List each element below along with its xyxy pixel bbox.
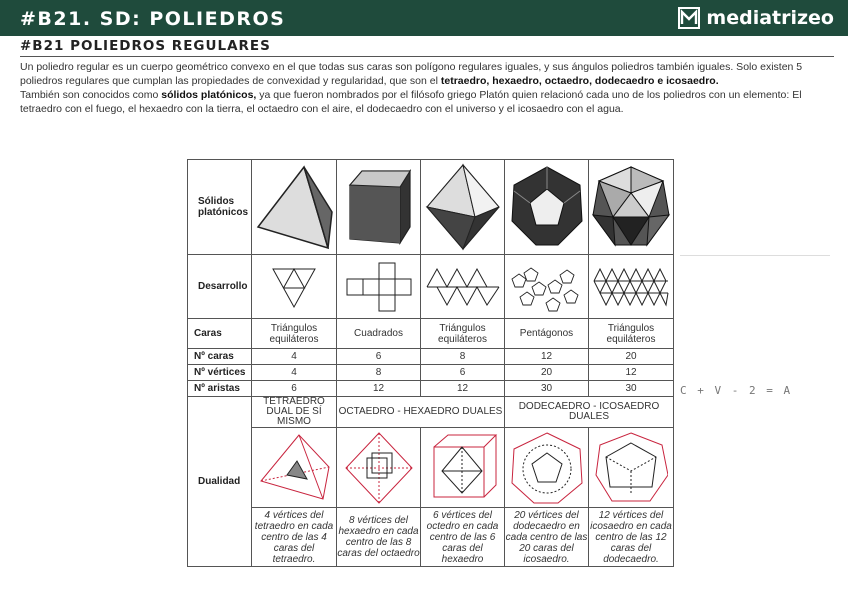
intro-p2-text-c: ya que fueron nombrados por el filósofo griego Platón quien relacionó cada uno de los poliedros con un elemento: El tetraedro con el fuego, el hexaedro con la tierra, el octaedro con el aire, el dodecaedro con el universo y el icosaedro con el agua. <box>20 89 802 115</box>
row-label-development: Desarrollo <box>188 255 252 319</box>
n-faces-tetrahedron: 4 <box>252 349 337 365</box>
solid-hexahedron <box>337 160 421 255</box>
solid-icosahedron <box>589 160 674 255</box>
dual-note-tetrahedron: 4 vértices del tetraedro en cada centro de las 4 caras del tetraedro. <box>252 508 337 567</box>
row-n-faces <box>188 349 674 365</box>
row-dual-groups <box>188 397 674 428</box>
intro-paragraph-2 <box>20 88 834 116</box>
row-development <box>188 255 674 319</box>
dual-note-hexa-in-octa: 8 vértices del hexaedro en cada centro de las 8 caras del octaedro <box>337 508 421 567</box>
dual-group-dodeca-icosa: DODECAEDRO - ICOSAEDRO DUALES <box>505 397 674 428</box>
dual-note-octa-in-hexa: 6 vértices del octedro en cada centro de las 6 caras del hexaedro <box>421 508 505 567</box>
intro-p1-bold: tetraedro, hexaedro, octaedro, dodecaedro e icosaedro. <box>440 75 719 87</box>
net-octahedron <box>421 255 505 319</box>
n-faces-hexahedron: 6 <box>337 349 421 365</box>
brand-name: mediatrizeo <box>706 7 834 29</box>
faces-tetrahedron: Triángulos equiláteros <box>252 319 337 349</box>
dodecahedron-net-icon <box>509 262 585 312</box>
row-label-duality: Dualidad <box>188 397 252 567</box>
n-faces-dodecahedron: 12 <box>505 349 589 365</box>
octahedron-net-icon <box>425 265 501 309</box>
solid-tetrahedron <box>252 160 337 255</box>
row-dual-notes <box>188 508 674 567</box>
row-label-n-vertices: Nº vértices <box>188 365 252 381</box>
dual-tetrahedron-icon <box>257 431 331 505</box>
cube-icon <box>344 167 414 247</box>
dual-dodeca-icosa-icon <box>510 431 584 505</box>
n-vertices-octahedron: 6 <box>421 365 505 381</box>
n-edges-dodecahedron: 30 <box>505 381 589 397</box>
row-dual-figures <box>188 428 674 508</box>
n-edges-icosahedron: 30 <box>589 381 674 397</box>
dual-note-dodeca-in-icosa: 20 vértices del dodecaedro en cada centro de las 20 caras del icosaedro. <box>505 509 588 565</box>
intro-p2-bold: sólidos platónicos, <box>161 89 257 101</box>
section-title: #B21 POLIEDROS REGULARES <box>20 38 834 57</box>
tetrahedron-icon <box>254 162 334 252</box>
row-n-edges <box>188 381 674 397</box>
dual-figure-icosa-in-dodeca <box>589 428 674 508</box>
dual-group-tetrahedron: TETRAEDRO DUAL DE SÍ MISMO <box>252 397 337 428</box>
faces-dodecahedron: Pentágonos <box>505 319 589 349</box>
intro-paragraph-1 <box>20 60 834 88</box>
handwritten-euler-formula: C + V - 2 = A <box>680 384 793 397</box>
n-edges-octahedron: 12 <box>421 381 505 397</box>
dual-octa-hexa-icon <box>426 431 500 505</box>
n-vertices-tetrahedron: 4 <box>252 365 337 381</box>
solid-octahedron <box>421 160 505 255</box>
n-vertices-hexahedron: 8 <box>337 365 421 381</box>
dual-figure-dodeca-in-icosa <box>505 428 589 508</box>
net-hexahedron <box>337 255 421 319</box>
dual-figure-octa-in-hexa <box>421 428 505 508</box>
octahedron-icon <box>423 163 503 251</box>
mediatrizeo-logo-icon <box>678 7 700 29</box>
net-icosahedron <box>589 255 674 319</box>
dual-note-icosa-in-dodeca: 12 vértices del icosaedro en cada centro de las 12 caras del dodecaedro. <box>590 509 672 565</box>
row-solids <box>188 160 674 255</box>
row-faces <box>188 319 674 349</box>
n-vertices-icosahedron: 12 <box>589 365 674 381</box>
net-dodecahedron <box>505 255 589 319</box>
n-faces-icosahedron: 20 <box>589 349 674 365</box>
intro-p2-text-a: También son conocidos como <box>20 89 162 101</box>
faces-hexahedron: Cuadrados <box>337 319 421 349</box>
row-label-n-edges: Nº aristas <box>188 381 252 397</box>
dodecahedron-icon <box>508 165 586 249</box>
dual-icosa-dodeca-icon <box>594 431 668 505</box>
row-label-faces: Caras <box>188 319 252 349</box>
intro-p1-text: Un poliedro regular es un cuerpo geométrico convexo en el que todas sus caras son polígono regulares iguales, y sus ángulos poliedros también iguales. Solo existen 5 poliedros regulares que cumplan las propiedades de convexidad y regularidad, que son el <box>20 61 803 87</box>
row-label-n-faces: Nº caras <box>188 349 252 365</box>
header-title: #B21. SD: POLIEDROS <box>20 8 286 30</box>
brand-logo <box>678 6 834 30</box>
polyhedra-table <box>187 159 673 565</box>
n-edges-hexahedron: 12 <box>337 381 421 397</box>
dual-figure-tetrahedron <box>252 428 337 508</box>
n-vertices-dodecahedron: 20 <box>505 365 589 381</box>
faint-rule <box>680 255 830 256</box>
n-edges-tetrahedron: 6 <box>252 381 337 397</box>
row-label-solids: Sólidos platónicos <box>188 160 252 255</box>
dual-figure-hexa-in-octa <box>337 428 421 508</box>
icosahedron-net-icon <box>592 265 670 309</box>
row-n-vertices <box>188 365 674 381</box>
net-tetrahedron <box>252 255 337 319</box>
solid-dodecahedron <box>505 160 589 255</box>
dual-group-octa-hexa: OCTAEDRO - HEXAEDRO DUALES <box>337 397 505 428</box>
cube-net-icon <box>344 259 414 315</box>
faces-octahedron: Triángulos equiláteros <box>421 319 505 349</box>
icosahedron-icon <box>591 165 671 249</box>
intro-text <box>20 60 834 116</box>
n-faces-octahedron: 8 <box>421 349 505 365</box>
faces-icosahedron: Triángulos equiláteros <box>589 319 674 349</box>
dual-hexa-octa-icon <box>342 431 416 505</box>
tetrahedron-net-icon <box>271 265 317 309</box>
header-bar <box>0 0 848 36</box>
